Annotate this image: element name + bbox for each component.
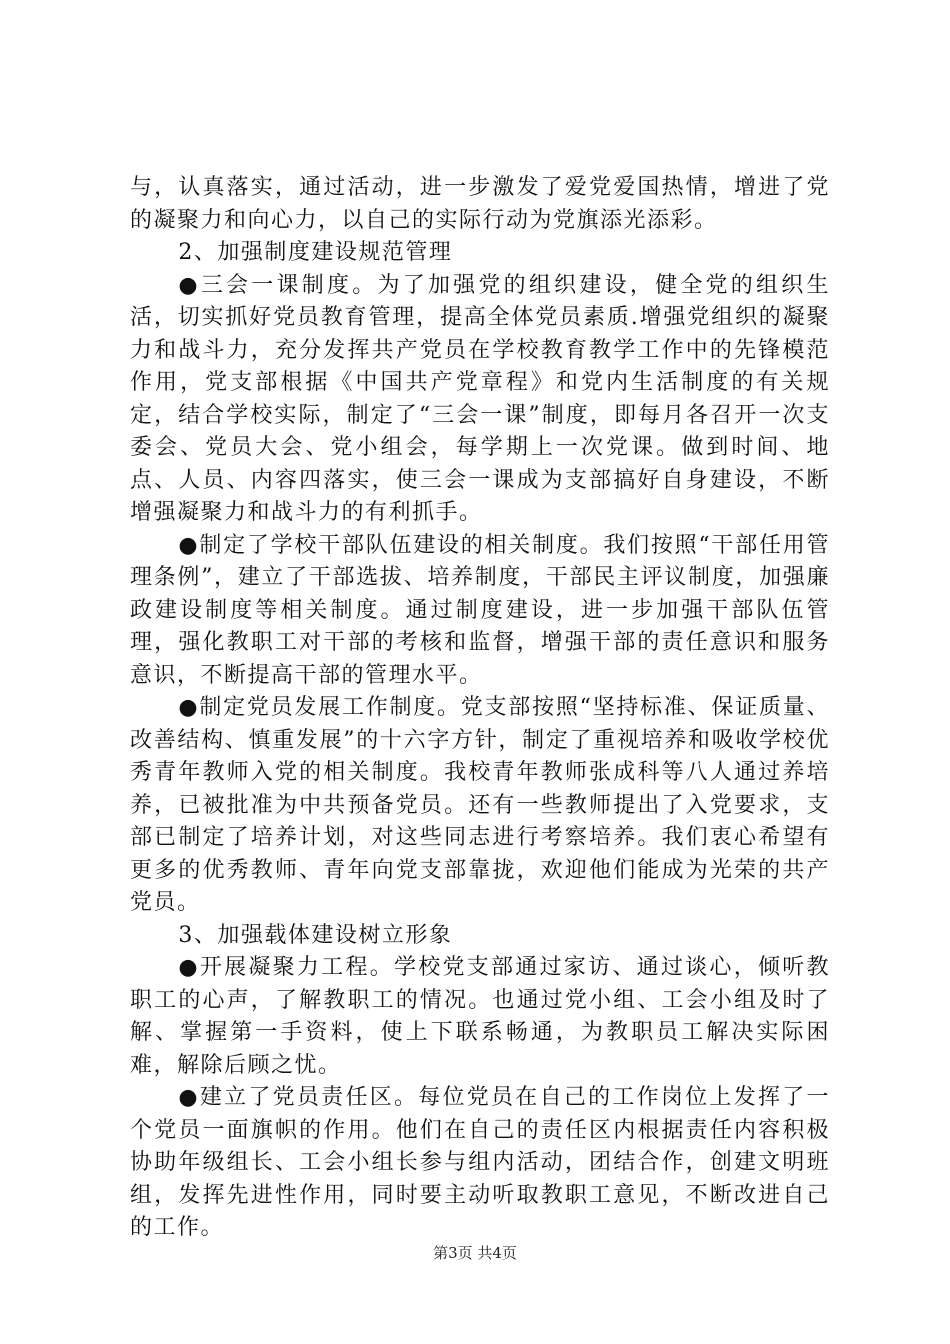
section-heading-3: 3、加强载体建设树立形象 <box>178 922 453 948</box>
paragraph-cohesion-project: ●开展凝聚力工程。学校党支部通过家访、通过谈心，倾听教职工的心声，了解教职工的情况。也通过党小组、工会小组及时了解、掌握第一手资料，使上下联系畅通，为教职员工解决实际困难，解除后顾之忧。 <box>130 955 830 1078</box>
paragraph-member-development: ●制定党员发展工作制度。党支部按照“坚持标准、保证质量、改善结构、慎重发展”的十六字方针，制定了重视培养和吸收学校优秀青年教师入党的相关制度。我校青年教师张成科等八人通过养培养，已被批准为中共预备党员。还有一些教师提出了入党要求，支部已制定了培养计划，对这些同志进行考察培养。我们衷心希望有更多的优秀教师、青年向党支部靠拢，欢迎他们能成为光荣的共产党员。 <box>130 695 830 915</box>
document-body <box>130 172 830 1245</box>
paragraph-1: 与，认真落实，通过活动，进一步激发了爱党爱国热情，增进了党的凝聚力和向心力，以自己的实际行动为党旗添光添彩。 <box>130 175 830 233</box>
paragraph-three-meetings: ●三会一课制度。为了加强党的组织建设，健全党的组织生活，切实抓好党员教育管理，提高全体党员素质.增强党组织的凝聚力和战斗力，充分发挥共产党员在学校教育教学工作中的先锋模范作用，党支部根据《中国共产党章程》和党内生活制度的有关规定，结合学校实际，制定了“三会一课”制度，即每月各召开一次支委会、党员大会、党小组会，每学期上一次党课。做到时间、地点、人员、内容四落实，使三会一课成为支部搞好自身建设，不断增强凝聚力和战斗力的有利抓手。 <box>130 272 830 525</box>
page-footer: 第3页 共4页 <box>433 1244 517 1262</box>
section-heading-2: 2、加强制度建设规范管理 <box>178 240 453 265</box>
paragraph-cadre-system: ●制定了学校干部队伍建设的相关制度。我们按照“干部任用管理条例”，建立了干部选拔、培养制度，干部民主评议制度，加强廉政建设制度等相关制度。通过制度建设，进一步加强干部队伍管理，强化教职工对干部的考核和监督，增强干部的责任意识和服务意识，不断提高干部的管理水平。 <box>130 532 830 688</box>
paragraph-responsibility-zone: ●建立了党员责任区。每位党员在自己的工作岗位上发挥了一个党员一面旗帜的作用。他们在自己的责任区内根据责任内容积极协助年级组长、工会小组长参与组内活动，团结合作，创建文明班组，发挥先进性作用，同时要主动听取教职工意见，不断改进自己的工作。 <box>130 1085 830 1240</box>
